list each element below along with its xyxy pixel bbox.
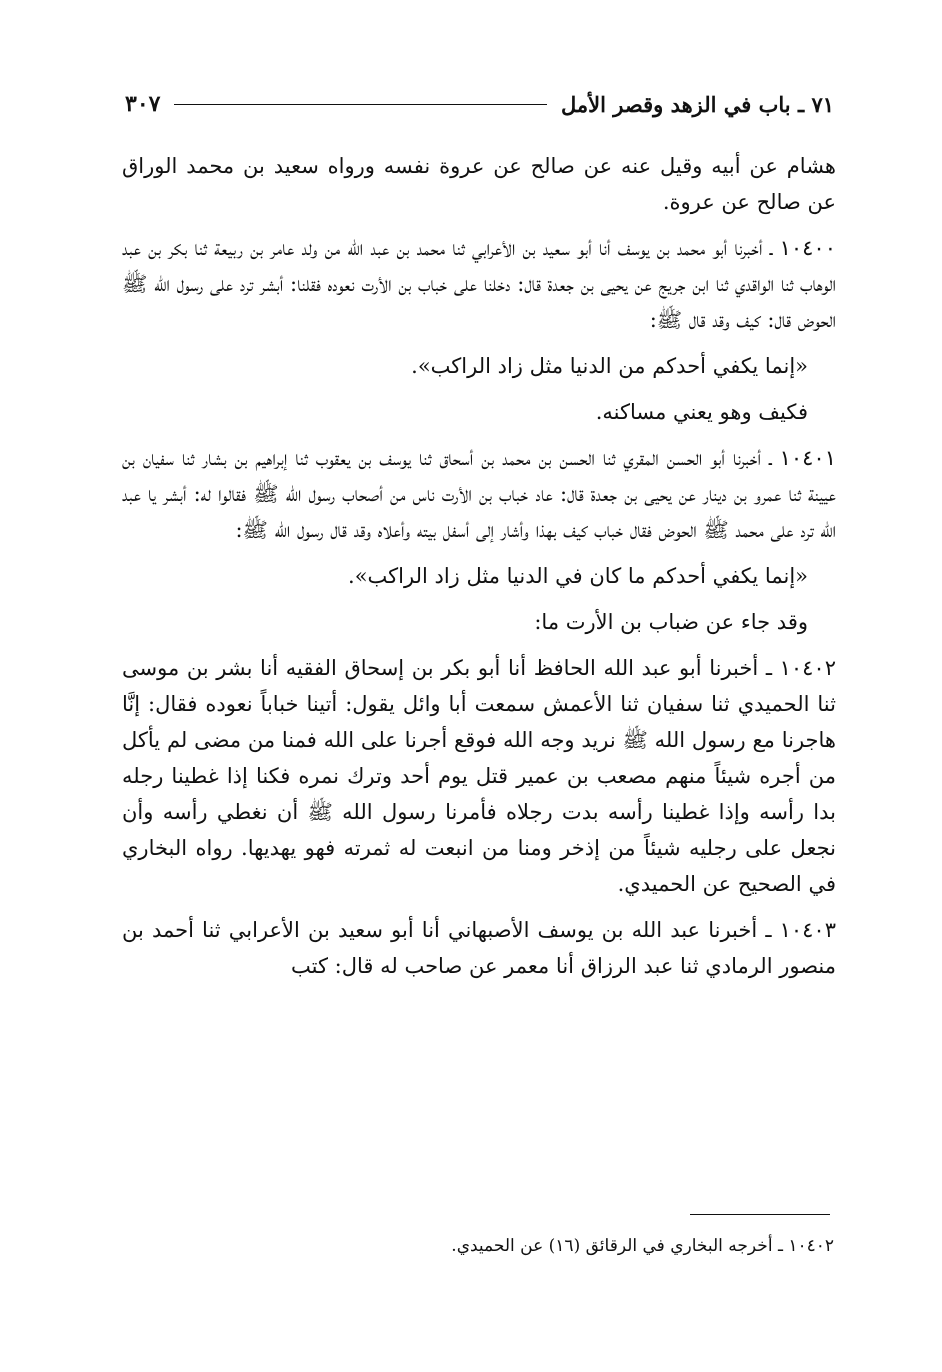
quote-1: «إنما يكفي أحدكم من الدنيا مثل زاد الراكب».: [411, 354, 808, 378]
page-header: [125, 86, 834, 122]
page-body: [122, 148, 836, 994]
paragraph-continuation: هشام عن أبيه وقيل عنه عن صالح عن عروة نفسه ورواه سعيد بن محمد الوراق عن صالح عن عروة.: [122, 154, 836, 214]
hadith-10402: ١٠٤٠٢ ـ أخبرنا أبو عبد الله الحافظ أنا أبو بكر بن إسحاق الفقيه أنا بشر بن موسى ثنا الحميدي ثنا سفيان ثنا الأعمش سمعت أبا وائل يقول: أتينا خباباً نعوده فقال: إنَّا هاجرنا مع رسول الله ﷺ نريد وجه الله فوقع أجرنا على الله فمنا من مضى لم يأكل من أجره شيئاً منهم مصعب بن عمير قتل يوم أحد وترك نمره فكنا إذا غطينا رجله بدا رأسه وإذا غطينا رأسه بدت رجلاه فأمرنا رسول الله ﷺ أن نغطي رأسه وأن نجعل على رجليه شيئاً من إذخر ومنا من انبعت له ثمرته فهو يهديها. رواه البخاري في الصحيح عن الحميدي.: [122, 656, 836, 896]
comment-2: وقد جاء عن ضباب بن الأرت ما:: [534, 610, 808, 634]
running-title: ٧١ ـ باب في الزهد وقصر الأمل: [561, 91, 834, 117]
hadith-10400: ١٠٤٠٠ ـ أخبرنا أبو محمد بن يوسف أنا أبو سعيد بن الأعرابي ثنا محمد بن عبد الله من ولد عامر بن ربيعة ثنا بكر بن عبد الوهاب ثنا الواقدي ثنا ابن جريج عن يحيى بن جعدة قال: دخلنا على خباب بن الأرت نعوده فقلنا: أبشر ترد على رسول الله ﷺ الحوض قال: كيف وقد قال ﷺ:: [122, 236, 836, 332]
page-number: ٣٠٧: [125, 91, 161, 117]
hadith-10403: ١٠٤٠٣ ـ أخبرنا عبد الله بن يوسف الأصبهاني أنا أبو سعيد بن الأعرابي ثنا أحمد بن منصور الرمادي ثنا عبد الرزاق أنا معمر عن صاحب له قال: كتب: [122, 918, 836, 978]
comment-1: فكيف وهو يعني مساكنه.: [595, 400, 808, 424]
footnote-rule: [690, 1214, 830, 1215]
quote-2: «إنما يكفي أحدكم ما كان في الدنيا مثل زاد الراكب».: [348, 564, 808, 588]
hadith-10401: ١٠٤٠١ ـ أخبرنا أبو الحسن المقري ثنا الحسن بن محمد بن أسحاق ثنا يوسف بن يعقوب ثنا إبراهيم بن بشار ثنا سفيان بن عيينة ثنا عمرو بن دينار عن يحيى بن جعدة قال: عاد خباب بن الأرت ناس من أصحاب رسول الله ﷺ فقالوا له: أبشر يا عبد الله ترد على محمد ﷺ الحوض فقال خباب كيف بهذا وأشار إلى أسفل بيته وأعلاه وقد قال رسول الله ﷺ:: [122, 446, 836, 542]
header-rule: [174, 104, 547, 105]
footnote: ١٠٤٠٢ ـ أخرجه البخاري في الرقائق (١٦) عن الحميدي.: [451, 1236, 834, 1256]
